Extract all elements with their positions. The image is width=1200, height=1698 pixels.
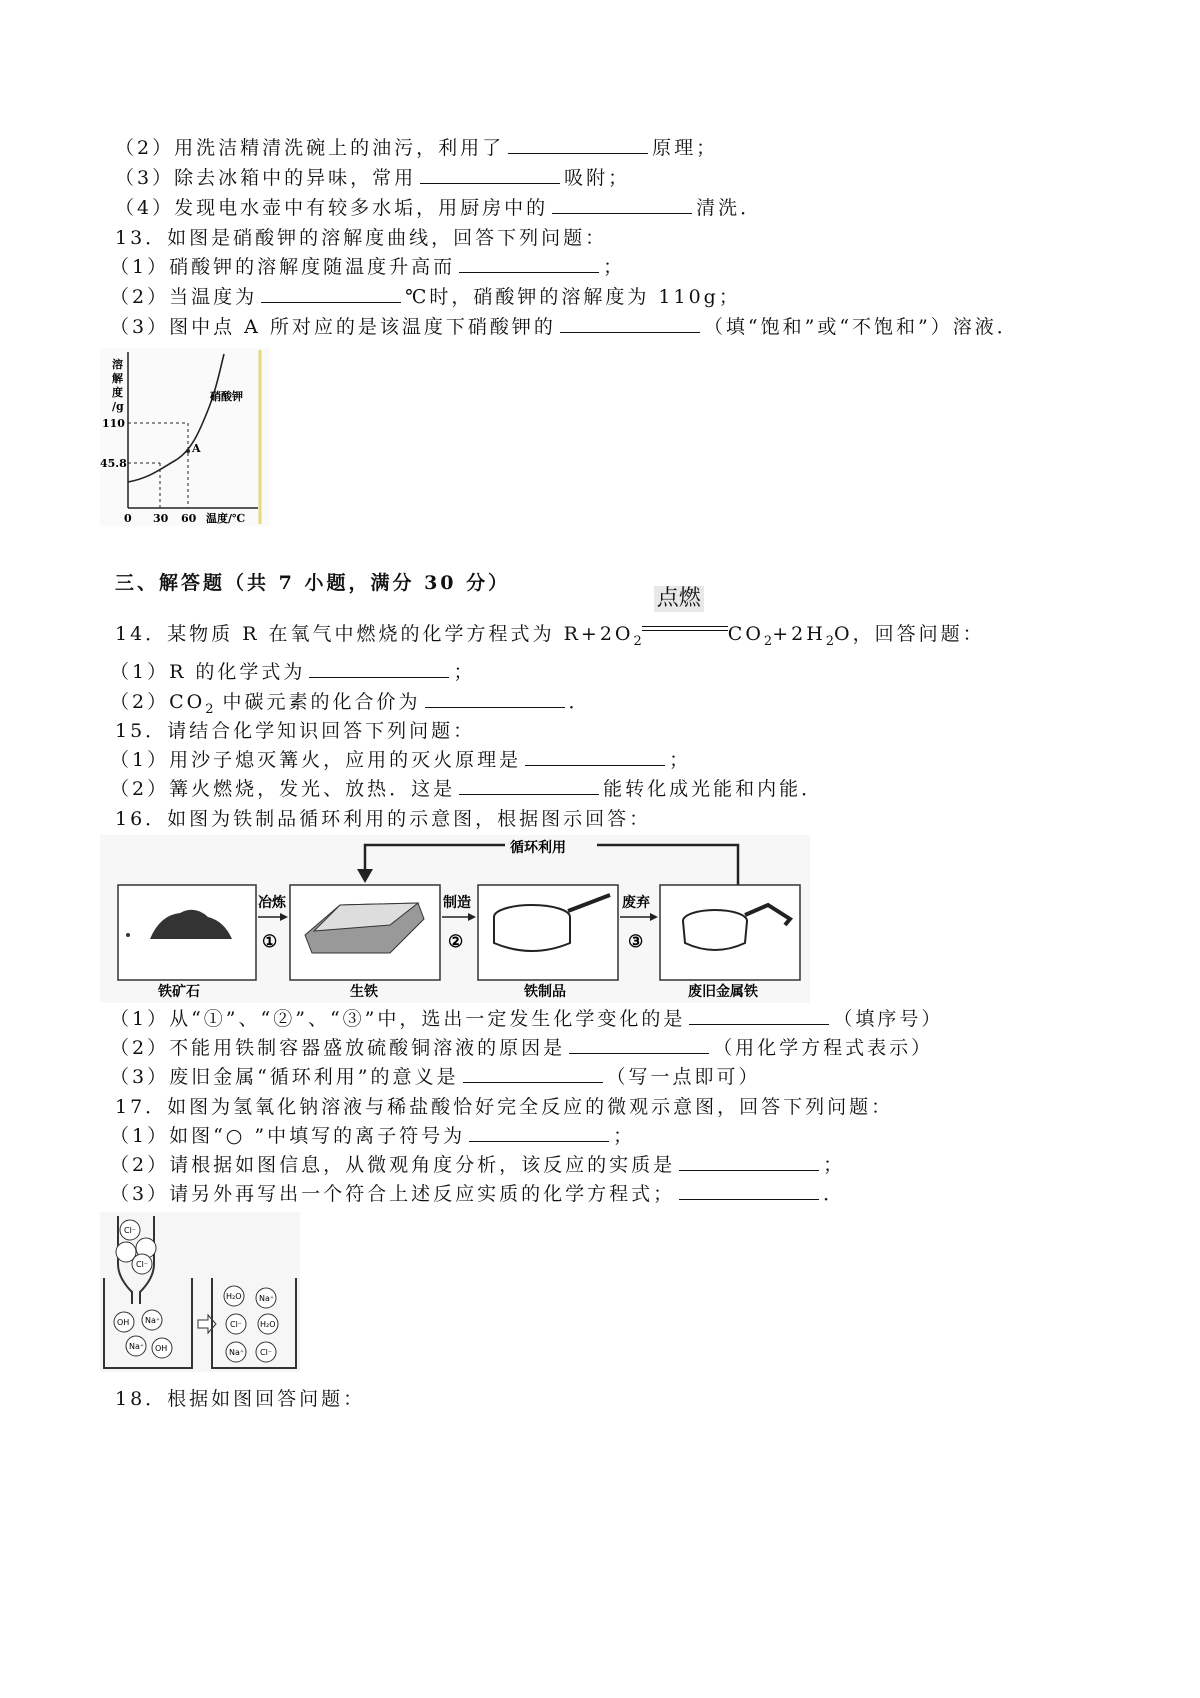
q17-line-3 [110, 1181, 845, 1207]
q13-line-2 [110, 284, 741, 310]
q14-title-b: CO [727, 623, 764, 645]
q14-line-1 [110, 659, 475, 685]
q16-l3-blank[interactable] [463, 1064, 603, 1083]
q14-title-a: 14．某物质 R 在氧气中燃烧的化学方程式为 R+2O [115, 623, 634, 645]
q16-title: 16．如图为铁制品循环利用的示意图，根据图示回答： [115, 808, 652, 830]
loop-label: 循环利用 [510, 840, 566, 856]
q14-l1-blank[interactable] [309, 659, 449, 678]
q17-line-2 [110, 1152, 845, 1178]
ion-cl-3-label: Cl⁻ [230, 1320, 243, 1329]
y-label-3: 度 [112, 386, 123, 399]
q12-line-3 [115, 165, 630, 191]
q17-l3-blank[interactable] [679, 1181, 819, 1200]
q13-l2-text: （2）当温度为 [110, 286, 258, 308]
q12-l2-text: （2）用洗洁精清洗碗上的油污，利用了 [115, 137, 505, 159]
q16-l1-blank[interactable] [689, 1006, 829, 1025]
q16-l1-tail: （填序号） [833, 1008, 944, 1030]
q17-l2-text: （2）请根据如图信息，从微观角度分析，该反应的实质是 [110, 1154, 676, 1176]
q13-l2-blank[interactable] [261, 284, 401, 303]
q14-sub3: 2 [825, 633, 835, 649]
point-a [186, 449, 190, 453]
neutralization-micro-diagram [100, 1212, 300, 1372]
q12-l3-blank[interactable] [420, 165, 560, 184]
label-iron-product: 铁制品 [524, 984, 566, 1000]
q13-l1-text: （1）硝酸钾的溶解度随温度升高而 [110, 256, 456, 278]
condition-label: 点燃 [654, 586, 704, 612]
iron-recycling-diagram [100, 835, 810, 1003]
q12-l4-tail: 清洗． [696, 197, 763, 219]
q14-l2-tail: ． [568, 691, 591, 713]
q16-l2-blank[interactable] [569, 1035, 709, 1054]
q13-line-1 [110, 254, 625, 280]
q15-line-2 [110, 776, 823, 802]
step-label-1: 冶炼 [258, 895, 286, 911]
q15-l2-tail: 能转化成光能和内能． [603, 778, 824, 800]
q14-sub1: 2 [633, 633, 642, 649]
q15-l1-text: （1）用沙子熄灭篝火，应用的灭火原理是 [110, 749, 522, 771]
q13-l1-tail: ； [603, 256, 626, 278]
q15-title: 15．请结合化学知识回答下列问题： [115, 720, 476, 742]
reaction-condition [642, 586, 728, 640]
q16-line-3 [110, 1064, 761, 1090]
q14-l2-text: （2）CO [110, 691, 206, 713]
step-num-1: ① [262, 932, 278, 952]
q15-l2-text: （2）篝火燃烧，发光、放热．这是 [110, 778, 456, 800]
q13-l3-blank[interactable] [560, 314, 700, 333]
q12-l4-text: （4）发现电水壶中有较多水垢，用厨房中的 [115, 197, 549, 219]
q14-l1-tail: ； [453, 661, 476, 683]
q17-l3-text: （3）请另外再写出一个符合上述反应实质的化学方程式； [110, 1183, 676, 1205]
section-3-title: 三、解答题（共 7 小题，满分 30 分） [115, 572, 511, 594]
ion-na-1-label: Na⁺ [145, 1316, 161, 1325]
ore-speck [126, 933, 130, 937]
y-label-1: 溶 [112, 358, 123, 371]
q15-l1-tail: ； [669, 749, 692, 771]
q15-line-1 [110, 747, 691, 773]
q12-l3-tail: 吸附； [564, 167, 631, 189]
mol-h2o-1-label: H₂O [226, 1292, 242, 1301]
ion-na-4-label: Na⁺ [229, 1348, 245, 1357]
scrap-iron-image [683, 921, 747, 950]
q17-l2-tail: ； [823, 1154, 846, 1176]
q14-l2-sub: 2 [205, 701, 214, 717]
q12-l2-tail: 原理； [652, 137, 719, 159]
x-label: 温度/℃ [206, 512, 246, 525]
q12-l2-blank[interactable] [508, 135, 648, 154]
label-scrap-iron: 废旧金属铁 [688, 984, 758, 1000]
q13-l2-tail: ℃时，硝酸钾的溶解度为 110g； [405, 286, 741, 308]
q16-l3-tail: （写一点即可） [606, 1066, 761, 1088]
step-label-3: 废弃 [622, 895, 650, 911]
ion-cl-4-label: Cl⁻ [260, 1348, 273, 1357]
ion-oh-2-label: OH [155, 1344, 168, 1353]
x-tick-60: 60 [181, 512, 197, 525]
q14-title-c: +2H [772, 623, 826, 645]
solubility-curve-figure [100, 348, 270, 526]
q17-l1-text: （1）如图“○ ”中填写的离子符号为 [110, 1125, 466, 1147]
q12-l3-text: （3）除去冰箱中的异味，常用 [115, 167, 417, 189]
ion-oh-1-label: OH [117, 1318, 130, 1327]
q12-l4-blank[interactable] [552, 195, 692, 214]
q13-l3-text: （3）图中点 A 所对应的是该温度下硝酸钾的 [110, 316, 556, 338]
q14-l2-text-b: 中碳元素的化合价为 [213, 691, 421, 713]
q14-title-d: O，回答问题： [834, 623, 985, 645]
q14-l2-blank[interactable] [425, 689, 565, 708]
x-tick-30: 30 [153, 512, 169, 525]
q12-line-2 [115, 135, 718, 161]
curve-label: 硝酸钾 [210, 390, 243, 403]
ion-na-2-label: Na⁺ [129, 1342, 145, 1351]
label-iron-ore: 铁矿石 [158, 984, 200, 1000]
step-num-2: ② [448, 932, 464, 952]
point-a-label: A [192, 442, 201, 455]
y-label-4: /g [112, 400, 124, 413]
q15-l1-blank[interactable] [525, 747, 665, 766]
step-label-2: 制造 [443, 895, 471, 911]
x-tick-0: 0 [124, 512, 132, 525]
q14-sub2: 2 [763, 633, 773, 649]
equals-bars [642, 626, 728, 631]
label-pig-iron: 生铁 [350, 984, 378, 1000]
q14-title [115, 586, 985, 655]
figure-background [100, 348, 270, 526]
y-label-2: 解 [112, 372, 123, 385]
q17-title: 17．如图为氢氧化钠溶液与稀盐酸恰好完全反应的微观示意图，回答下列问题： [115, 1096, 894, 1118]
q16-l2-tail: （用化学方程式表示） [713, 1037, 934, 1059]
q17-l2-blank[interactable] [679, 1152, 819, 1171]
mol-h2o-2-label: H₂O [260, 1320, 276, 1329]
iron-product-image [494, 917, 570, 951]
q18-title: 18．根据如图回答问题： [115, 1388, 366, 1410]
ion-cl-1-label: Cl⁻ [124, 1226, 137, 1235]
ion-cl-2-label: Cl⁻ [136, 1260, 149, 1269]
y-tick-45-8: 45.8 [100, 457, 127, 470]
q17-l1-tail: ； [613, 1125, 636, 1147]
q13-l3-tail: （填“饱和”或“不饱和”）溶液． [703, 316, 1019, 338]
q16-l3-text: （3）废旧金属“循环利用”的意义是 [110, 1066, 459, 1088]
q16-l2-text: （2）不能用铁制容器盛放硫酸铜溶液的原因是 [110, 1037, 566, 1059]
q17-l3-tail: ． [823, 1183, 846, 1205]
q16-l1-text: （1）从“①”、“②”、“③”中，选出一定发生化学变化的是 [110, 1008, 686, 1030]
step-num-3: ③ [628, 932, 644, 952]
q13-title: 13．如图是硝酸钾的溶解度曲线，回答下列问题： [115, 227, 608, 249]
q17-line-1 [110, 1123, 635, 1149]
q12-line-4 [115, 195, 762, 221]
q15-l2-blank[interactable] [459, 776, 599, 795]
ion-na-3-label: Na⁺ [259, 1294, 275, 1303]
q14-l1-text: （1）R 的化学式为 [110, 661, 306, 683]
q13-line-3 [110, 314, 1019, 340]
y-tick-110: 110 [102, 417, 125, 430]
q17-l1-blank[interactable] [469, 1123, 609, 1142]
q13-l1-blank[interactable] [459, 254, 599, 273]
q16-line-2 [110, 1035, 933, 1061]
q16-line-1 [110, 1006, 943, 1032]
